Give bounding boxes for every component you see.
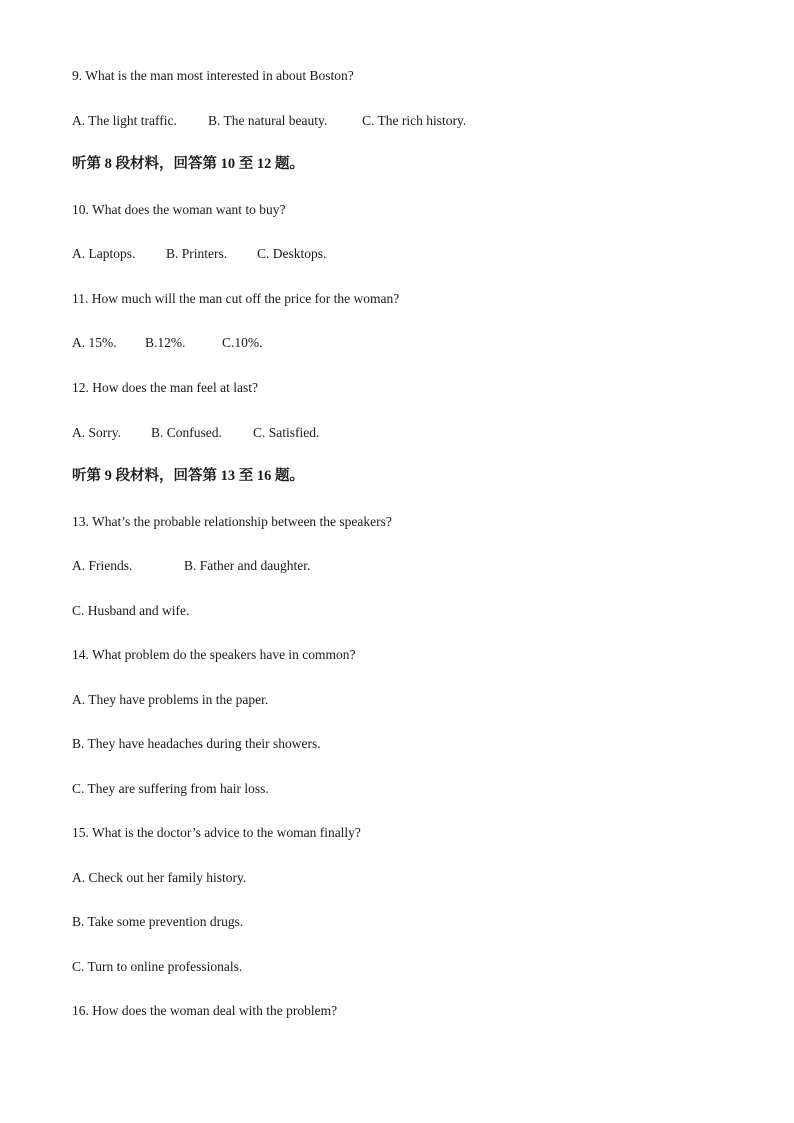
option-10c: C. Desktops. [257, 246, 327, 261]
question-10: 10. What does the woman want to buy? [72, 202, 286, 217]
option-13b: B. Father and daughter. [184, 558, 311, 573]
question-16: 16. How does the woman deal with the problem? [72, 1003, 338, 1018]
question-14: 14. What problem do the speakers have in common? [72, 647, 356, 662]
option-9c: C. The rich history. [362, 113, 467, 128]
option-12a: A. Sorry. [72, 425, 121, 440]
option-13a: A. Friends. [72, 558, 133, 573]
question-15: 15. What is the doctor’s advice to the woman finally? [72, 825, 361, 840]
option-14a: A. They have problems in the paper. [72, 692, 269, 707]
question-11-options [72, 334, 263, 352]
option-10a: A. Laptops. [72, 246, 136, 261]
option-12c: C. Satisfied. [253, 425, 320, 440]
question-9: 9. What is the man most interested in about Boston? [72, 68, 354, 83]
option-13c: C. Husband and wife. [72, 603, 190, 618]
section-9-heading: 听第 9 段材料，回答第 13 至 16 题。 [72, 468, 304, 484]
option-9b: B. The natural beauty. [208, 113, 328, 128]
question-13: 13. What’s the probable relationship between the speakers? [72, 514, 392, 529]
option-15a: A. Check out her family history. [72, 870, 247, 885]
option-9a: A. The light traffic. [72, 113, 177, 128]
question-10-options [72, 245, 327, 263]
option-15b: B. Take some prevention drugs. [72, 914, 244, 929]
option-11b: B.12%. [145, 335, 186, 350]
section-8-heading: 听第 8 段材料，回答第 10 至 12 题。 [72, 156, 304, 172]
question-13-options [72, 557, 311, 575]
option-10b: B. Printers. [166, 246, 228, 261]
option-11a: A. 15%. [72, 335, 117, 350]
option-14b: B. They have headaches during their showers. [72, 736, 321, 751]
option-11c: C.10%. [222, 335, 263, 350]
option-14c: C. They are suffering from hair loss. [72, 781, 269, 796]
question-12: 12. How does the man feel at last? [72, 380, 258, 395]
option-15c: C. Turn to online professionals. [72, 959, 243, 974]
option-12b: B. Confused. [151, 425, 222, 440]
question-9-options [72, 112, 467, 130]
question-11: 11. How much will the man cut off the price for the woman? [72, 291, 400, 306]
question-12-options [72, 424, 320, 442]
